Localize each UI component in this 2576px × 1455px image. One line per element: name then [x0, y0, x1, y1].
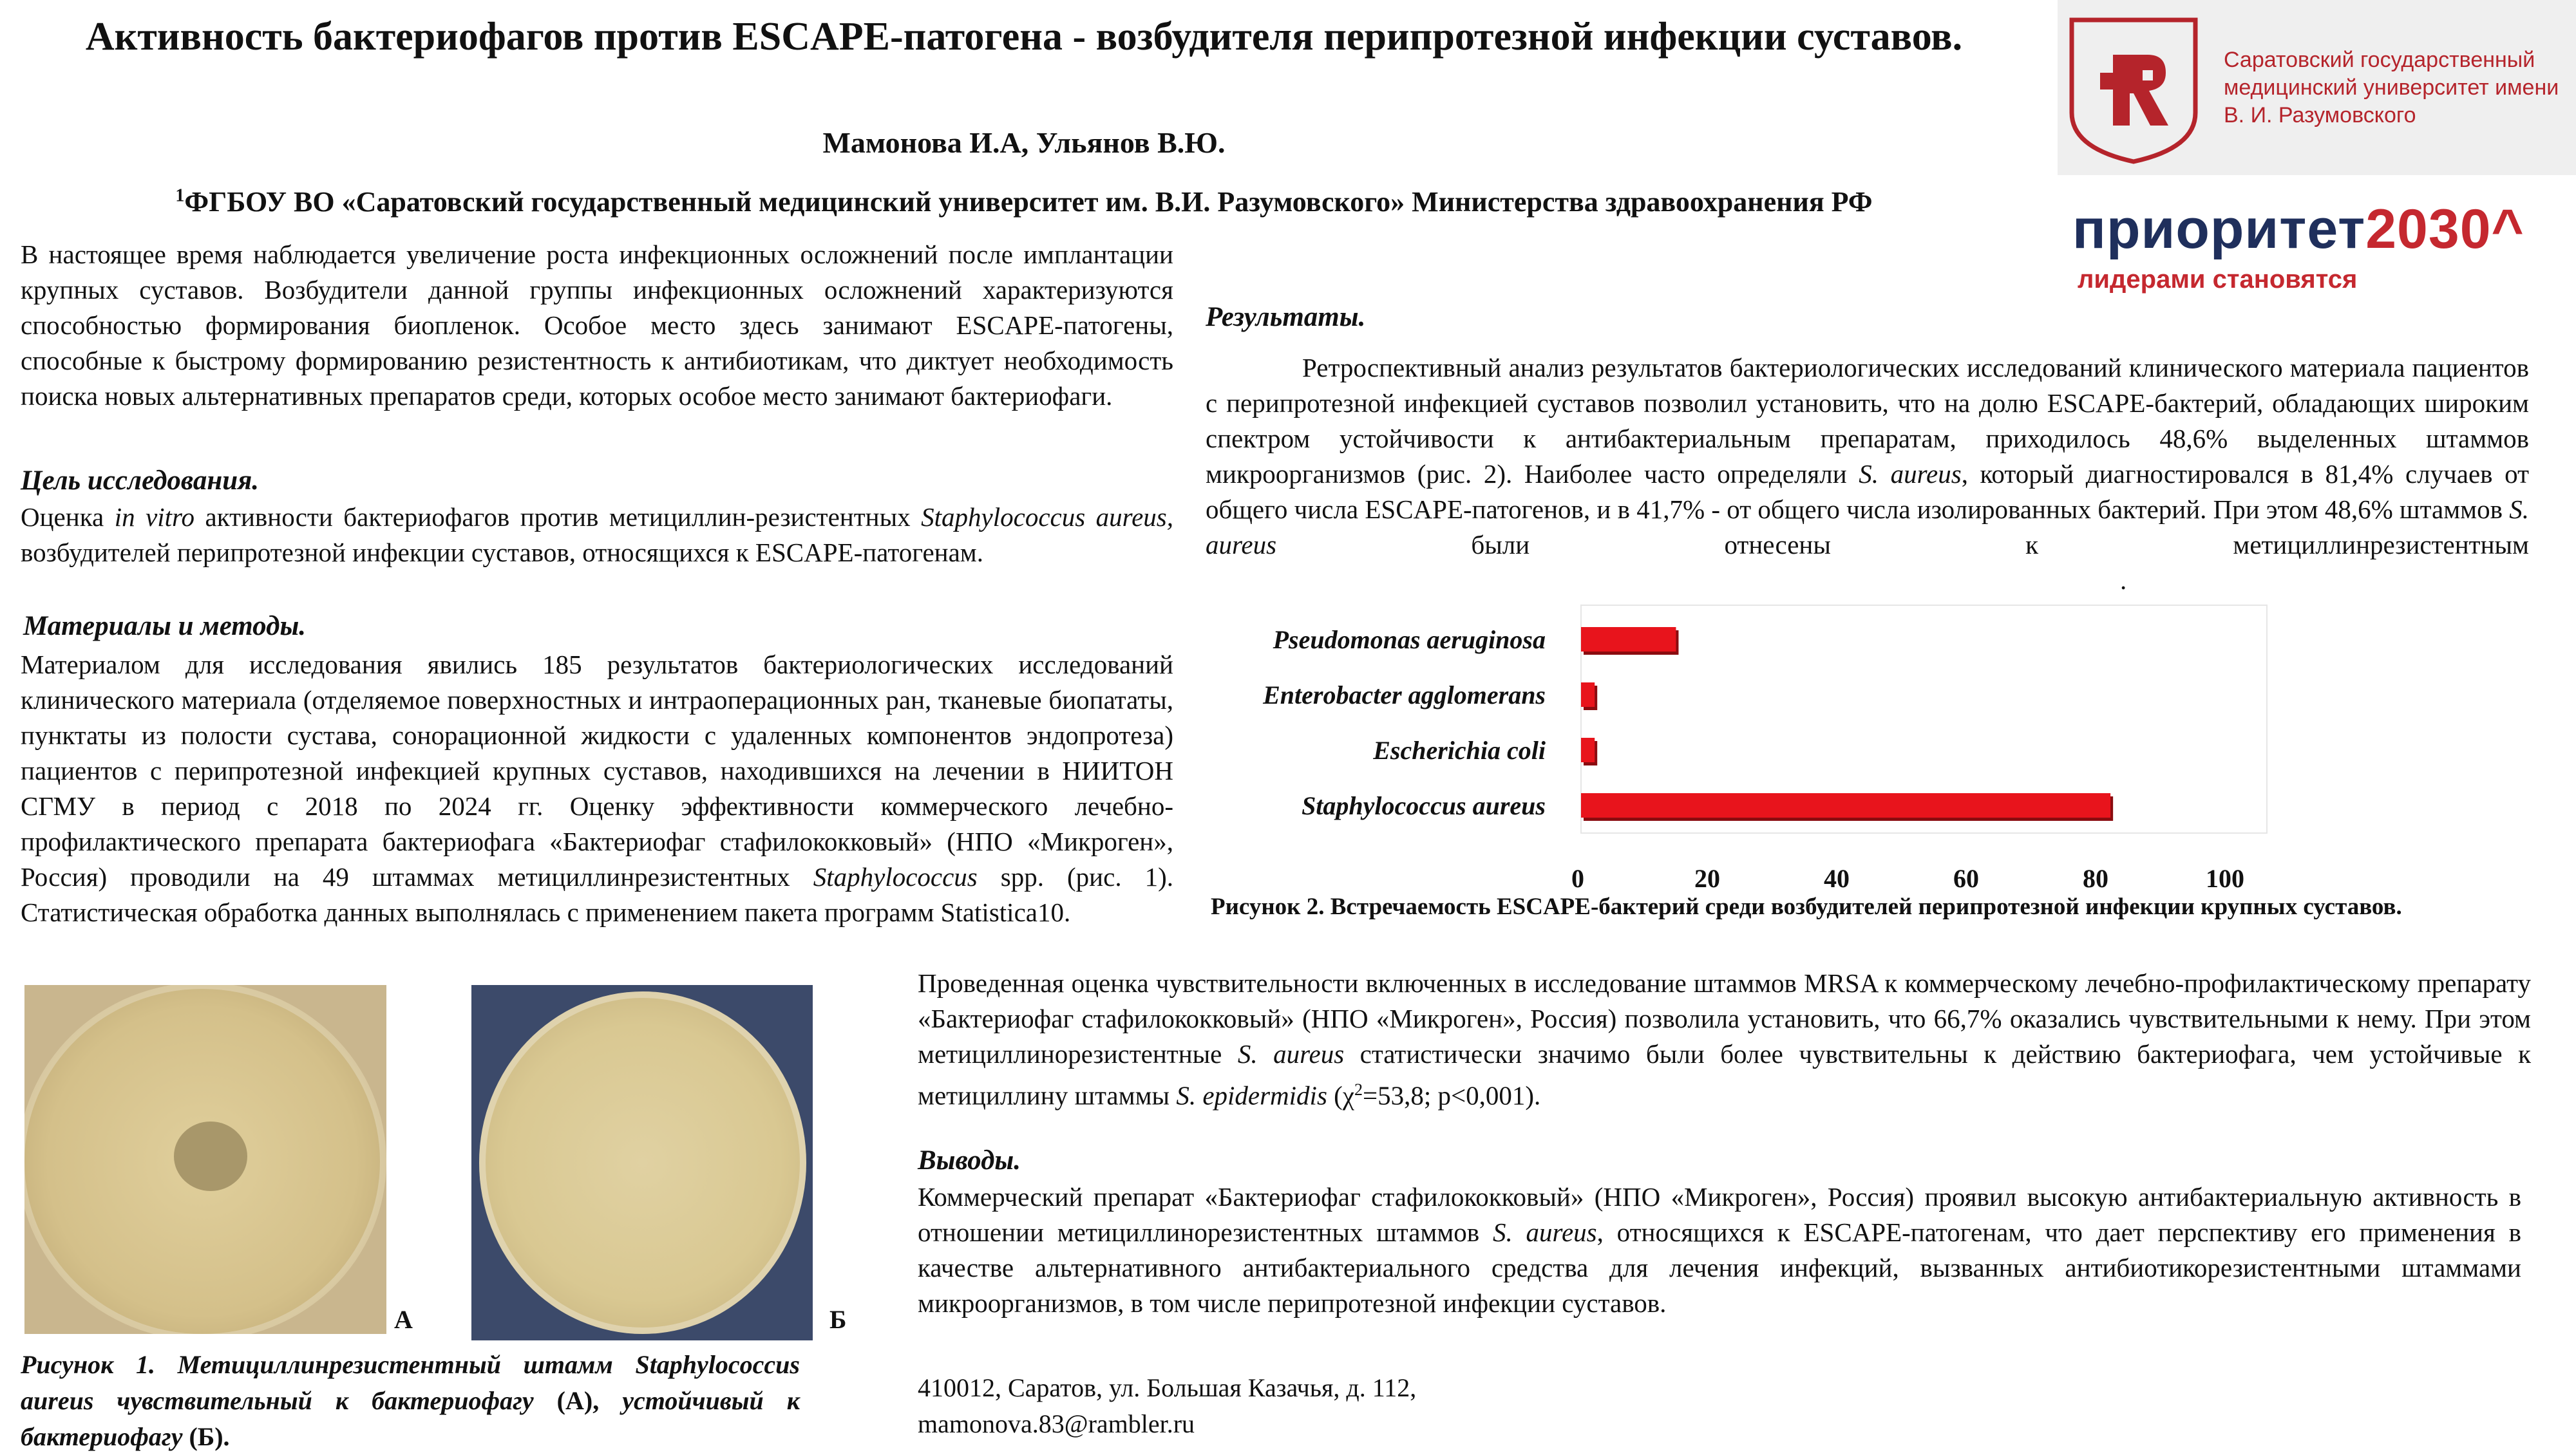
- methods-text-3: spp. (рис. 1). Статистическая обработка данных выполнялась с применением пакета программ Statistica10.: [21, 862, 1174, 927]
- contact-address: 410012, Саратов, ул. Большая Казачья, д. 112,: [918, 1373, 1417, 1402]
- poster-title: Активность бактериофагов против ESCAPE-патогена - возбудителя перипротезной инфекции суставов.: [85, 15, 1963, 59]
- figure1-caption-b: (Б).: [182, 1422, 230, 1451]
- category-label: Staphylococcus aureus: [1302, 791, 1546, 820]
- sensitivity-text-3: статистически значимо были более чувствительны к действию бактериофага, чем устойчивые к метициллину штаммы: [918, 1039, 2532, 1111]
- sensitivity-paragraph: [918, 966, 2531, 1114]
- petri-dish-photo-a: [24, 985, 386, 1334]
- sensitivity-text-stat: =53,8; p<0,001).: [1363, 1080, 1541, 1111]
- results-text-1: Ретроспективный анализ результатов бактериологических исследований клинического материала пациентов с перипротезной инфекцией суставов позволил установить, что на долю ESCAPE-бактерий, обладающих широким спектром устойчивости к антибактериальным препаратам, приходилось 48,6% выделенных штаммов микроорганизмов (рис. 2). Наиболее часто определяли: [1206, 353, 2529, 489]
- category-label: Pseudomonas aeruginosa: [1273, 625, 1546, 654]
- lysis-zone: [174, 1122, 247, 1191]
- affiliation-superscript: 1: [175, 185, 185, 206]
- priority-2030-logo: [2072, 200, 2568, 309]
- x-tick-label: 100: [2206, 864, 2244, 893]
- results-text-species-2: S. aureus: [1206, 494, 2529, 559]
- university-name: Саратовский государственный медицинский университет имени В. И. Разумовского: [2224, 48, 2559, 127]
- figure2-caption: Рисунок 2. Встречаемость ESCAPE-бактерий среди возбудителей перипротезной инфекции крупных суставов.: [1211, 894, 2402, 920]
- aim-paragraph: [21, 500, 1173, 570]
- methods-text-genus: Staphylococcus: [813, 862, 978, 892]
- bar-pseudomonas-aeruginosa: [1581, 627, 1676, 652]
- university-emblem-icon: [2065, 16, 2202, 164]
- results-text-5: были отнесены к метициллинрезистентным: [1276, 530, 2529, 559]
- chart-category-labels: [1262, 625, 1546, 820]
- intro-paragraph: В настоящее время наблюдается увеличение роста инфекционных осложнений после имплантации крупных суставов. Возбудители данной группы инфекционных осложнений характеризуются способностью формирования биопленок. Особое место здесь занимают ESCAPE-патогены, способные к быстрому формированию резистентность к антибиотикам, что диктует необходимость поиска новых альтернативных препаратов среди, которых особое место занимают бактериофаги.: [21, 239, 1173, 411]
- priority-slogan: лидерами становятся: [2078, 265, 2358, 294]
- figure1-label-a: А: [394, 1305, 413, 1334]
- x-tick-label: 80: [2083, 864, 2108, 893]
- sensitivity-text-chi: (χ: [1327, 1080, 1355, 1111]
- aim-heading: Цель исследования.: [21, 465, 260, 496]
- bar-enterobacter-agglomerans: [1581, 682, 1595, 707]
- figure1-label-b: Б: [829, 1305, 847, 1334]
- results-text-end: .: [2120, 565, 2127, 595]
- figure1-caption-a: (А),: [556, 1386, 600, 1415]
- conclusions-text-3: , относящихся к ESCAPE-патогенам, что дает перспективу его применения в качестве альтернативного антибактериального средства для лечения инфекций, вызванных антибиотикорезистентными штаммами микроорганизмов, в том числе перипротезной инфекции суставов.: [918, 1217, 2522, 1318]
- aim-text-species: Staphylococcus aureus,: [921, 502, 1174, 532]
- results-text-species-1: S. aureus: [1859, 459, 1962, 489]
- aim-text-in-vitro: in vitro: [114, 502, 194, 532]
- x-tick-label: 60: [1953, 864, 1979, 893]
- sensitivity-text-species-2: S. epidermidis: [1176, 1080, 1327, 1111]
- conclusions-heading: Выводы.: [918, 1145, 1021, 1176]
- methods-paragraph: [21, 647, 1173, 930]
- results-heading: Результаты.: [1206, 302, 1366, 332]
- aim-text-1: Оценка: [21, 502, 115, 532]
- figure1-caption-main: Рисунок 1. Метициллинрезистентный штамм Staphylococcus aureus чувствительный к бактериофагу: [21, 1350, 800, 1415]
- category-label: Escherichia coli: [1373, 736, 1546, 765]
- contact-block: [918, 1370, 1416, 1442]
- agar-plate-b: [479, 991, 806, 1334]
- figure1-caption: [21, 1347, 800, 1455]
- priority-word: приоритет: [2072, 198, 2366, 260]
- results-text-3: , который диагностировался в 81,4% случаев от общего числа ESCAPE-патогенов, и в 41,7% - от общего числа изолированных бактерий. При этом 48,6% штаммов: [1206, 459, 2529, 524]
- methods-text-1: Материалом для исследования явились 185 результатов бактериологических исследований клинического материала (отделяемое поверхностных и интраоперационных ран, тканевые биопататы, пунктаты из полости сустава, сонорационной жидкости с удаленных компонентов эндопротеза) пациентов с перипротезной инфекцией крупных суставов, находившихся на лечении в НИИТОН СГМУ в период с 2018 по 2024 гг. Оценку эффективности коммерческого лечебно-профилактического препарата бактериофага «Бактериофаг стафилококковый» (НПО «Микроген», Россия) проводили на 49 штаммах метициллинрезистентных: [21, 650, 1173, 892]
- bar-escherichia-coli: [1581, 738, 1595, 762]
- priority-year: 2030^: [2365, 198, 2524, 260]
- methods-heading: Материалы и методы.: [23, 611, 307, 641]
- chart-bars: [1581, 627, 2113, 821]
- contact-email: mamonova.83@rambler.ru: [918, 1409, 1195, 1438]
- figure1-caption-resistant: устойчивый к бактериофагу: [21, 1386, 800, 1451]
- authors: Мамонова И.А, Ульянов В.Ю.: [822, 126, 1226, 159]
- conclusions-text-species: S. aureus: [1492, 1217, 1597, 1247]
- results-paragraph: [1206, 350, 2529, 598]
- escape-bacteria-bar-chart: [1211, 599, 2280, 901]
- aim-text-3: активности бактериофагов против метициллин-резистентных: [194, 502, 922, 532]
- category-label: Enterobacter agglomerans: [1263, 681, 1546, 709]
- affiliation: [39, 185, 2009, 218]
- affiliation-text: ФГБОУ ВО «Саратовский государственный медицинский университет им. В.И. Разумовского» Министерства здравоохранения РФ: [184, 186, 1873, 218]
- conclusions-text-1: Коммерческий препарат «Бактериофаг стафилококковый» (НПО «Микроген», Россия) проявил высокую антибактериальную активность в отношении метициллинорезистентных штаммов: [918, 1182, 2521, 1247]
- petri-dish-photo-b: [471, 985, 813, 1340]
- aim-text-5: возбудителей перипротезной инфекции суставов, относящихся к ESCAPE-патогенам.: [21, 538, 983, 567]
- sensitivity-text-chi-sup: 2: [1354, 1080, 1363, 1099]
- sensitivity-text-species-1: S. aureus: [1237, 1039, 1345, 1069]
- university-logo: [2058, 0, 2576, 175]
- chart-tick-labels: [1571, 864, 2244, 893]
- sensitivity-text-1: Проведенная оценка чувствительности включенных в исследование штаммов MRSA к коммерческому лечебно-профилактическому препарату «Бактериофаг стафилококковый» (НПО «Микроген», Россия) позволила установить, что 66,7% оказались чувствительными к нему. При этом метициллинорезистентные: [918, 968, 2531, 1069]
- x-tick-label: 20: [1694, 864, 1720, 893]
- conclusions-paragraph: [918, 1179, 2521, 1321]
- x-tick-label: 0: [1571, 864, 1584, 893]
- x-tick-label: 40: [1824, 864, 1850, 893]
- bar-staphylococcus-aureus: [1581, 793, 2110, 818]
